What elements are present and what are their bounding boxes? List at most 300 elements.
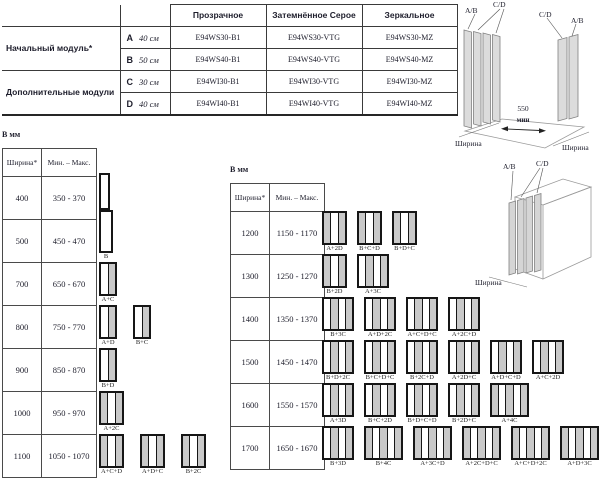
module-combo-diagram — [448, 297, 480, 339]
module-letter-size — [120, 92, 170, 115]
leader-line — [572, 24, 576, 36]
module-letter-size — [120, 26, 170, 48]
group-label-start-module: Начальный модуль* — [2, 26, 120, 70]
combo-label: A+D+2C — [367, 330, 393, 338]
glass-panel-strip — [492, 428, 499, 458]
panel-combo-icon — [322, 211, 347, 245]
glass-panel-strip — [394, 428, 401, 458]
module-combo-diagram — [322, 211, 347, 253]
glass-panel-strip — [422, 385, 429, 415]
header-spacer — [120, 5, 170, 27]
panel-combo-icon — [357, 211, 382, 245]
glass-panel-strip — [115, 436, 122, 466]
panel-combo-icon — [322, 254, 347, 288]
glass-panel-strip — [387, 299, 394, 329]
module-combo-diagram — [364, 426, 403, 468]
width-cell: 400 — [3, 177, 42, 220]
module-combo-diagram — [357, 254, 389, 296]
width-label: Ширина — [475, 278, 502, 287]
module-combo-diagram — [392, 211, 417, 253]
panel-combo-icon — [413, 426, 452, 460]
product-code: E94WS30-B1 — [170, 26, 266, 48]
glass-panel-strip — [156, 436, 163, 466]
module-combo-diagram — [99, 262, 117, 304]
glass-panel-strip — [422, 342, 429, 372]
table-row — [3, 349, 97, 392]
module-combo-diagram — [406, 297, 438, 339]
glass-panel-strip — [534, 428, 541, 458]
range-cell: 1350 - 1370 — [270, 298, 325, 341]
panel-combo-icon — [364, 426, 403, 460]
product-code: E94WI30-MZ — [362, 70, 457, 92]
glass-panel-strip — [485, 428, 492, 458]
panel-combo-icon — [99, 434, 124, 468]
glass-panel-strip — [338, 299, 345, 329]
leader-line — [468, 14, 475, 29]
width-cell: 500 — [3, 220, 42, 263]
glass-panel-strip — [387, 428, 394, 458]
panel-combo-icon — [490, 340, 522, 374]
leader-line — [511, 171, 513, 200]
combo-label: B+D+C+D — [407, 416, 437, 424]
module-combo-diagram — [99, 210, 113, 261]
glass-panel-strip — [513, 342, 520, 372]
module-letter: D — [126, 99, 133, 109]
combo-label: A+D — [101, 338, 115, 346]
glass-panel-strip — [345, 428, 352, 458]
glass-panel-strip — [148, 436, 155, 466]
glass-panel-strip — [541, 428, 548, 458]
combo-label: A+C — [101, 295, 115, 303]
table-row — [231, 255, 325, 298]
combo-label: B+2D — [326, 287, 343, 295]
combo-col-range-header: Мин. – Макс. — [270, 184, 325, 212]
combo-label: A+2C — [103, 424, 120, 432]
module-size: 40 см — [139, 99, 159, 109]
range-cell: 1550 - 1570 — [270, 384, 325, 427]
leader-line — [478, 9, 500, 30]
panel-combo-icon — [532, 340, 564, 374]
combo-col-width-header: Ширина* — [3, 149, 42, 177]
module-combo-diagram — [406, 340, 438, 382]
product-code: E94WS40-B1 — [170, 48, 266, 70]
glass-panel-strip — [414, 299, 421, 329]
glass-panel-strip — [456, 385, 463, 415]
arrowhead-left — [501, 126, 508, 131]
combo-diagrams-left — [99, 176, 206, 477]
combo-label: B+D — [101, 381, 115, 389]
table-row — [3, 306, 97, 349]
glass-panel-strip — [373, 256, 380, 286]
table-row — [231, 212, 325, 255]
glass-panel-strip — [477, 428, 484, 458]
group-label-additional-modules: Дополнительные модули — [2, 70, 120, 115]
glass-panel-strip — [428, 428, 435, 458]
module-size: 50 см — [139, 55, 159, 65]
combo-label: A+2C+D+C — [465, 459, 498, 467]
glass-panel-strip — [372, 428, 379, 458]
module-combo-diagram — [413, 426, 452, 468]
panel-icon — [558, 38, 567, 122]
combo-label: B+D+2C — [326, 373, 350, 381]
panel-combo-icon — [392, 211, 417, 245]
combo-label: A+3C — [365, 287, 381, 295]
product-code: E94WS40-VTG — [266, 48, 362, 70]
glass-panel-strip — [498, 342, 505, 372]
panel-combo-icon — [357, 254, 389, 288]
module-combo-diagram — [99, 305, 117, 347]
panel-icon — [483, 33, 491, 124]
panel-combo-icon — [560, 426, 599, 460]
width-cell: 800 — [3, 306, 42, 349]
arrowhead-right — [539, 128, 546, 133]
combo-row-diagrams — [99, 305, 206, 348]
glass-panel-strip — [345, 342, 352, 372]
module-letter-size — [120, 48, 170, 70]
module-combo-diagram — [511, 426, 550, 468]
panel-combo-icon — [322, 383, 354, 417]
panel-combo-icon — [364, 340, 396, 374]
units-label: В мм — [2, 130, 21, 139]
product-code: E94WI30-B1 — [170, 70, 266, 92]
panel-combo-icon — [322, 426, 354, 460]
range-cell: 1450 - 1470 — [270, 341, 325, 384]
combo-label: B+2C+D — [410, 373, 434, 381]
glass-panel-strip — [436, 428, 443, 458]
combo-row-diagrams — [322, 297, 599, 340]
glass-panel-strip — [142, 307, 150, 337]
table-row — [231, 427, 325, 470]
glass-panel-strip — [338, 256, 345, 286]
glass-panel-strip — [373, 213, 380, 243]
glass-panel-strip — [338, 428, 345, 458]
min-dimension-value: 550 — [517, 104, 529, 113]
glass-panel-strip — [380, 385, 387, 415]
combo-label: B+2C — [185, 467, 202, 475]
combo-row-diagrams — [322, 383, 599, 426]
module-combo-diagram — [448, 383, 480, 425]
glass-panel-strip — [464, 299, 471, 329]
combo-label: B+3C — [330, 330, 346, 338]
glass-panel-strip — [520, 385, 527, 415]
product-code: E94WI40-B1 — [170, 92, 266, 115]
combo-row-diagrams — [99, 391, 206, 434]
glass-panel-strip — [330, 385, 337, 415]
panel-label-cd: C/D — [536, 159, 549, 168]
width-cell: 700 — [3, 263, 42, 306]
table-row — [3, 177, 97, 220]
combo-col-width-header: Ширина* — [231, 184, 270, 212]
width-cell: 1600 — [231, 384, 270, 427]
glass-panel-strip — [414, 342, 421, 372]
glass-panel-strip — [519, 428, 526, 458]
combo-row-diagrams — [322, 254, 599, 297]
glass-panel-strip — [365, 213, 372, 243]
module-combo-diagram — [322, 340, 354, 382]
panel-combo-icon — [448, 383, 480, 417]
glass-panel-strip — [387, 385, 394, 415]
panel-label-ab: A/B — [503, 162, 516, 171]
glass-panel-strip — [101, 175, 108, 208]
width-table-left — [2, 130, 97, 478]
glass-panel-strip — [471, 385, 478, 415]
combo-label: A+D+C+D — [491, 373, 521, 381]
combo-row-diagrams — [322, 426, 599, 469]
combo-label: A+C+D+C — [407, 330, 437, 338]
width-cell: 1000 — [3, 392, 42, 435]
glass-panel-strip — [372, 342, 379, 372]
combo-label: B+3D — [330, 459, 346, 467]
glass-panel-strip — [330, 256, 337, 286]
combo-row-diagrams — [99, 262, 206, 305]
glass-panel-strip — [197, 436, 204, 466]
panel-combo-icon — [181, 434, 206, 468]
glass-panel-strip — [345, 299, 352, 329]
panel-combo-icon — [448, 297, 480, 331]
dimension-arrow — [507, 129, 540, 131]
width-range-table — [2, 148, 97, 478]
range-cell: 750 - 770 — [42, 306, 97, 349]
combo-label: A+3C+D — [420, 459, 445, 467]
panel-icon — [569, 35, 578, 120]
combo-row-diagrams — [99, 219, 206, 262]
glass-panel-strip — [443, 428, 450, 458]
width-label: Ширина — [562, 143, 589, 152]
module-combo-diagram — [364, 297, 396, 339]
glass-panel-strip — [408, 213, 415, 243]
panel-combo-icon — [140, 434, 165, 468]
panel-combo-icon — [364, 297, 396, 331]
range-cell: 850 - 870 — [42, 349, 97, 392]
range-cell: 950 - 970 — [42, 392, 97, 435]
panel-label-ab: A/B — [571, 16, 584, 25]
glass-panel-strip — [470, 428, 477, 458]
range-cell: 350 - 370 — [42, 177, 97, 220]
module-combo-diagram — [406, 383, 438, 425]
glass-panel-strip — [498, 385, 505, 415]
combo-label: A+C+D — [100, 467, 123, 475]
glass-panel-strip — [380, 342, 387, 372]
module-combo-diagram — [560, 426, 599, 468]
module-combo-diagram — [490, 383, 529, 425]
glass-panel-strip — [471, 299, 478, 329]
module-combo-diagram — [99, 391, 124, 433]
glass-panel-strip — [107, 436, 114, 466]
module-combo-diagram — [490, 340, 522, 382]
combo-header-row — [231, 184, 325, 212]
width-range-table — [230, 183, 325, 470]
col-header-tinted-grey: Затемнённое Серое — [266, 5, 362, 27]
module-letter: A — [126, 33, 133, 43]
glass-panel-strip — [372, 385, 379, 415]
range-cell: 450 - 470 — [42, 220, 97, 263]
panel-icon — [493, 35, 501, 123]
combo-row-diagrams — [322, 211, 599, 254]
combo-label: A+3D — [329, 416, 347, 424]
glass-panel-strip — [422, 299, 429, 329]
combo-label: A+2D — [326, 244, 343, 252]
product-code: E94WS30-MZ — [362, 26, 457, 48]
width-cell: 1200 — [231, 212, 270, 255]
combo-row-diagrams — [99, 348, 206, 391]
glass-panel-strip — [540, 342, 547, 372]
glass-panel-strip — [414, 385, 421, 415]
module-combo-diagram — [322, 426, 354, 468]
module-combo-diagram — [532, 340, 564, 382]
glass-panel-strip — [189, 436, 196, 466]
glass-panel-strip — [513, 385, 520, 415]
module-combo-diagram — [99, 434, 124, 476]
glass-panel-strip — [372, 299, 379, 329]
glass-panel-strip — [590, 428, 597, 458]
panel-combo-icon — [99, 391, 124, 425]
range-cell: 1250 - 1270 — [270, 255, 325, 298]
combo-row-diagrams — [99, 434, 206, 477]
glass-panel-strip — [505, 385, 512, 415]
width-table-right — [230, 165, 325, 470]
width-cell: 1500 — [231, 341, 270, 384]
glass-panel-strip — [464, 342, 471, 372]
glass-panel-strip — [400, 213, 407, 243]
range-cell: 650 - 670 — [42, 263, 97, 306]
combo-label: A+D+3C — [567, 459, 592, 467]
combo-label: A+4C — [501, 416, 518, 424]
table-row-module-c — [2, 70, 457, 92]
glass-panel-strip — [108, 350, 116, 380]
width-label: Ширина — [455, 139, 482, 148]
combo-label: A+2D+C — [451, 373, 477, 381]
header-spacer — [2, 5, 120, 27]
glass-panel-strip — [429, 342, 436, 372]
panel-combo-icon — [99, 210, 113, 253]
module-combo-diagram — [99, 348, 117, 390]
corner-installation-diagram — [455, 0, 600, 152]
leader-line — [496, 9, 504, 33]
panel-combo-icon — [133, 305, 151, 339]
module-size: 40 см — [139, 33, 159, 43]
module-combo-diagram — [357, 211, 382, 253]
range-cell: 1150 - 1170 — [270, 212, 325, 255]
panel-combo-icon — [511, 426, 550, 460]
glass-panel-strip — [429, 299, 436, 329]
combo-label: B+2D+C — [452, 416, 476, 424]
product-code: E94WS30-VTG — [266, 26, 362, 48]
glass-panel-strip — [429, 385, 436, 415]
leader-line — [547, 18, 562, 38]
glass-panel-strip — [380, 256, 387, 286]
module-combo-diagram — [364, 383, 396, 425]
combo-label: B+C+D — [359, 244, 380, 252]
module-combo-diagram — [462, 426, 501, 468]
glass-panel-strip — [345, 385, 352, 415]
glass-panel-strip — [526, 428, 533, 458]
panel-combo-icon — [406, 383, 438, 417]
module-codes-table — [2, 4, 458, 116]
panel-label-ab: A/B — [465, 6, 478, 15]
glass-panel-strip — [101, 212, 111, 251]
panel-icon — [464, 30, 472, 128]
module-combo-diagram — [322, 297, 354, 339]
glass-panel-strip — [107, 393, 114, 423]
col-header-mirror: Зеркальное — [362, 5, 457, 27]
glass-panel-strip — [338, 213, 345, 243]
width-cell: 1100 — [3, 435, 42, 478]
glass-panel-strip — [548, 342, 555, 372]
panel-combo-icon — [490, 383, 529, 417]
combo-label: A+C+2D — [535, 373, 561, 381]
glass-panel-strip — [330, 299, 337, 329]
product-code: E94WI40-MZ — [362, 92, 457, 115]
product-code: E94WI30-VTG — [266, 70, 362, 92]
glass-panel-strip — [456, 342, 463, 372]
table-row-module-a — [2, 26, 457, 48]
table-row — [231, 341, 325, 384]
module-combo-diagram — [133, 305, 151, 347]
combo-label: B+C+2D — [368, 416, 392, 424]
combo-label: A+2C+D — [451, 330, 477, 338]
glass-panel-strip — [365, 256, 372, 286]
module-combo-diagram — [140, 434, 165, 476]
panel-label-cd: C/D — [539, 10, 552, 19]
glass-panel-strip — [555, 342, 562, 372]
glass-panel-strip — [464, 385, 471, 415]
table-row — [231, 298, 325, 341]
min-dimension-unit: мин — [516, 116, 530, 124]
panel-combo-icon — [364, 383, 396, 417]
module-combo-diagram — [322, 254, 347, 296]
combo-label: B — [103, 252, 109, 260]
glass-panel-strip — [108, 307, 116, 337]
module-letter: B — [126, 55, 133, 65]
combo-label: B+C+D+C — [365, 373, 395, 381]
range-cell: 1650 - 1670 — [270, 427, 325, 470]
range-cell: 1050 - 1070 — [42, 435, 97, 478]
module-combo-diagram — [448, 340, 480, 382]
panel-combo-icon — [322, 297, 354, 331]
glass-panel-strip — [379, 428, 386, 458]
panel-combo-icon — [406, 340, 438, 374]
combo-label: B+4C — [375, 459, 392, 467]
panel-combo-icon — [448, 340, 480, 374]
product-code: E94WS40-MZ — [362, 48, 457, 70]
glass-panel-strip — [471, 342, 478, 372]
combo-label: B+C — [135, 338, 149, 346]
col-header-transparent: Прозрачное — [170, 5, 266, 27]
table-row — [3, 263, 97, 306]
module-combo-diagram — [181, 434, 206, 476]
glass-panel-strip — [338, 385, 345, 415]
module-letter-size — [120, 70, 170, 92]
glass-panel-strip — [421, 428, 428, 458]
units-label: В мм — [230, 165, 249, 174]
table-row — [3, 392, 97, 435]
combo-col-range-header: Мин. – Макс. — [42, 149, 97, 177]
width-cell: 1300 — [231, 255, 270, 298]
combo-header-row — [3, 149, 97, 177]
glass-panel-strip — [380, 299, 387, 329]
glass-panel-strip — [338, 342, 345, 372]
panel-combo-icon — [99, 173, 110, 210]
combo-diagrams-right — [322, 211, 599, 469]
table-row — [231, 384, 325, 427]
panel-combo-icon — [406, 297, 438, 331]
panel-combo-icon — [99, 348, 117, 382]
panel-combo-icon — [99, 305, 117, 339]
panel-label-cd: C/D — [493, 0, 506, 9]
glass-panel-strip — [330, 213, 337, 243]
module-combo-diagram — [322, 383, 354, 425]
glass-panel-strip — [456, 299, 463, 329]
